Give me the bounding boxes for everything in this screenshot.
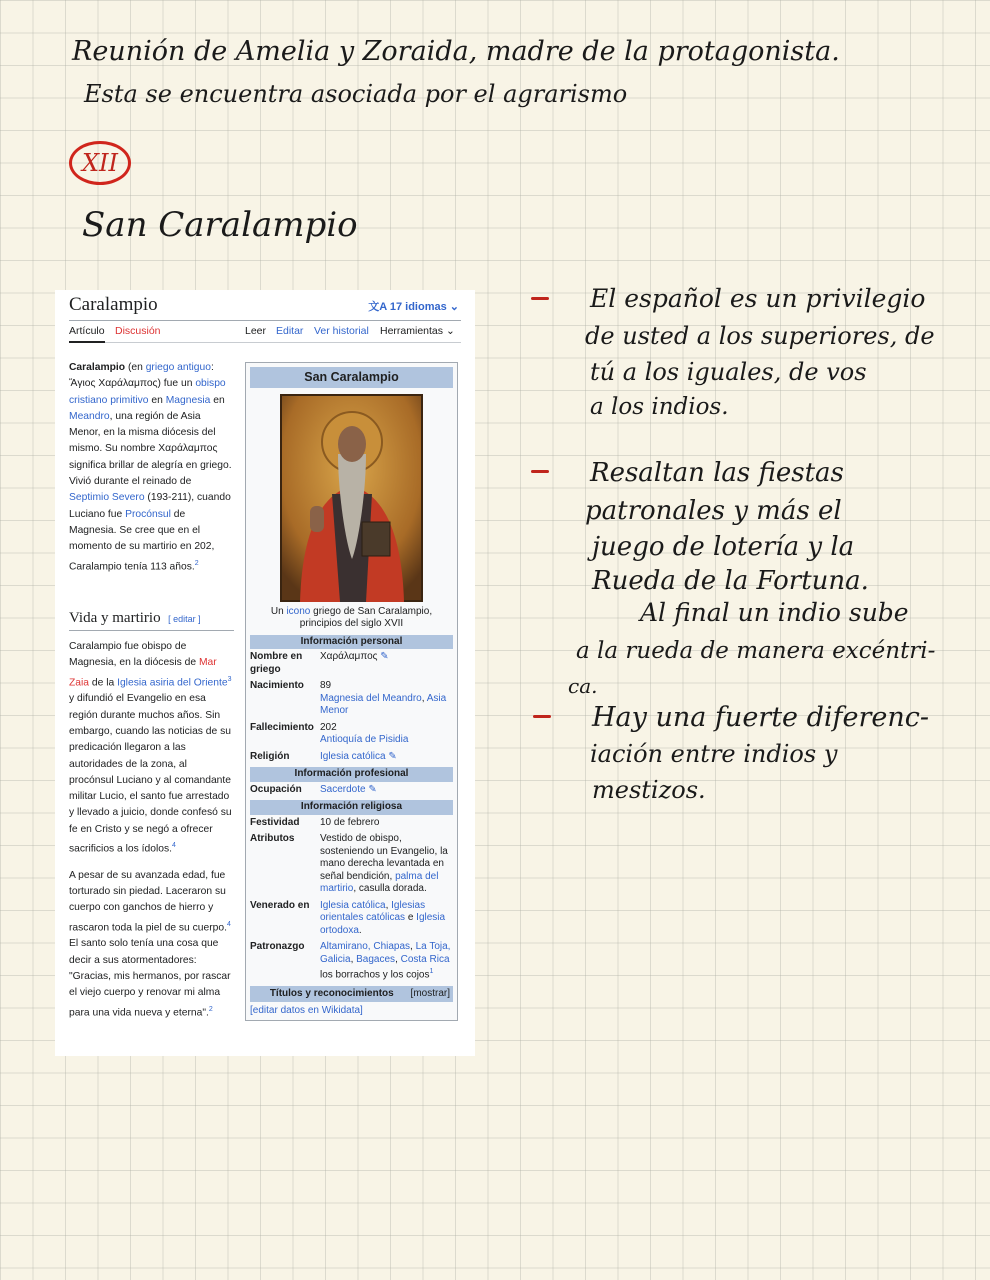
tab-read[interactable]: Leer (245, 325, 267, 337)
link-magnesia-meandro[interactable]: Magnesia del Meandro (320, 692, 422, 704)
translate-icon: 文A (368, 301, 390, 313)
titles-label: Títulos y reconocimientos (269, 987, 394, 999)
tab-tools[interactable] (380, 325, 455, 337)
note-bullet2-line7: ca. (568, 674, 598, 698)
note-bullet2-line6: a la rueda de manera excéntri- (576, 638, 936, 664)
link-iglesias-orientales[interactable]: Iglesias orientales católicas (320, 899, 426, 923)
link-costa-rica[interactable]: Costa Rica (400, 953, 450, 965)
row-key: Patronazgo (250, 941, 305, 952)
lead-text: de Magnesia. Se cree que en el momento de su martirio en 202, Caralampio tenía 113 años. (69, 508, 215, 572)
section-heading (69, 610, 234, 631)
row-venerated (250, 898, 453, 940)
row-key: Religión (250, 750, 290, 762)
active-tab-indicator (69, 341, 105, 343)
pencil-icon[interactable]: ✎ (380, 651, 389, 662)
body-text: de la (89, 677, 118, 689)
title-divider (69, 320, 461, 321)
separator: , (410, 941, 416, 952)
link-iglesia-asiria[interactable]: Iglesia asiria del Oriente (117, 677, 228, 689)
lead-paragraph (69, 360, 234, 575)
row-value (320, 900, 453, 938)
link-icono[interactable]: icono (286, 605, 311, 617)
separator: , (385, 899, 392, 911)
section-heading-text: Vida y martirio (69, 610, 161, 626)
separator: . (358, 924, 362, 936)
link-sacerdote[interactable]: Sacerdote (320, 783, 366, 795)
greek-name: Χαράλαμπος (320, 651, 378, 662)
infobox-title: San Caralampio (250, 367, 453, 388)
reference-link[interactable]: 2 (208, 1005, 213, 1013)
lead-text: (en (125, 362, 146, 373)
death-year: 202 (320, 721, 337, 733)
birth-year: 89 (320, 680, 332, 691)
body-text: El santo solo tenía una cosa que decir a sus atormentadores: "Gracias, mis hermanos, por rascar el viejo cuerpo y renovar mi alma para una vida nueva y eterna". (69, 938, 231, 1018)
link-obispo[interactable]: obispo cristiano primitivo (69, 378, 226, 406)
link-asia-menor[interactable]: Asia Menor (320, 692, 447, 716)
tab-edit[interactable]: Editar (276, 325, 304, 337)
row-key: Atributos (250, 833, 295, 844)
link-iglesia-catolica[interactable]: Iglesia católica (320, 899, 386, 911)
row-value (320, 941, 453, 982)
icon-painting[interactable] (280, 394, 423, 602)
row-key: Ocupación (250, 783, 302, 795)
image-caption (250, 606, 453, 631)
chevron-down-icon: ⌄ (446, 301, 459, 313)
body-text: y difundió el Evangelio en esa región durante muchos años. Sin embargo, cuando las noticias de su predicación llegaron a las autoridades de la zona, al procónsul Luciano y al comandante militar Lucio, el santo fue arrestado y llevado a juicio, donde confesó su fe en Cristo y se negó a ofrecer sacrificios a los ídolos. (69, 693, 232, 855)
tab-discussion[interactable]: Discusión (115, 325, 161, 337)
separator: , (350, 953, 357, 965)
separator: , (395, 953, 401, 965)
reference-link[interactable]: 3 (227, 675, 232, 683)
tab-article[interactable]: Artículo (69, 325, 105, 337)
section-religious: Información religiosa (250, 800, 453, 815)
link-septimio-severo[interactable]: Septimio Severo (69, 492, 145, 504)
row-name (250, 649, 453, 678)
link-griego-antiguo[interactable]: griego antiguo (145, 362, 211, 373)
note-bullet3-line3: mestizos. (592, 776, 706, 804)
link-la-toja[interactable]: La Toja, Galicia (320, 941, 451, 965)
chapter-label: XII (81, 149, 119, 177)
caption-text: griego de San Caralampio, principios del siglo XVII (299, 605, 433, 629)
pencil-icon[interactable]: ✎ (368, 783, 377, 795)
section-personal: Información personal (250, 635, 453, 650)
row-key: Nombre en griego (250, 651, 303, 675)
language-count: 17 idiomas (389, 301, 447, 313)
patronage-text: los borrachos y los cojos (320, 969, 430, 981)
lead-text: (193-211), cuando Luciano fue (69, 492, 231, 520)
row-feast (250, 815, 453, 832)
row-value (320, 722, 453, 747)
row-value (320, 833, 453, 896)
note-bullet2-line5: Al final un indio sube (640, 598, 909, 627)
show-toggle[interactable]: [mostrar] (410, 987, 450, 999)
saint-title: San Caralampio (82, 205, 358, 245)
attr-text: , casulla dorada. (353, 883, 427, 894)
row-value: 10 de febrero (320, 816, 380, 828)
paragraph (69, 868, 234, 1022)
row-patronage (250, 939, 453, 984)
infobox (245, 362, 458, 1021)
link-iglesia-ortodoxa[interactable]: Iglesia ortodoxa (320, 912, 446, 936)
wiki-screenshot (55, 290, 475, 1056)
row-value (320, 680, 453, 718)
wiki-tabs (69, 325, 461, 343)
row-value (320, 751, 453, 764)
link-mar-zaia[interactable]: Mar Zaia (69, 657, 217, 689)
link-proconsul[interactable]: Procónsul (125, 508, 171, 520)
chapter-circle (69, 141, 131, 185)
bullet-dash-3 (533, 715, 551, 718)
link-antioquia[interactable]: Antioquía de Pisidia (320, 734, 409, 745)
bullet-dash-2 (531, 470, 549, 473)
row-key: Festividad (250, 816, 300, 828)
note-bullet1-line4: a los indios. (590, 394, 729, 420)
lead-text: en (210, 394, 225, 406)
note-header-line-1: Reunión de Amelia y Zoraida, madre de la protagonista. (72, 36, 840, 67)
link-magnesia[interactable]: Magnesia (165, 394, 211, 406)
link-altamirano[interactable]: Altamirano, Chiapas (320, 941, 411, 952)
note-bullet2-line4: Rueda de la Fortuna. (592, 566, 869, 596)
note-bullet1-line3: tú a los iguales, de vos (590, 358, 867, 386)
tools-label: Herramientas (380, 325, 444, 337)
link-bagaces[interactable]: Bagaces (356, 953, 396, 965)
note-bullet2-line1: Resaltan las fiestas (590, 458, 844, 488)
row-death (250, 720, 453, 749)
bullet-dash-1 (531, 297, 549, 300)
lead-text: , una región de Asia Menor, en la misma diócesis del mismo. Su nombre Χαράλαμπος significa brillar de alegría en griego. Vivió durante el reinado de (69, 410, 232, 488)
link-palma[interactable]: palma del martirio (320, 870, 439, 894)
lead-text: : Ἅγιος Χαράλαμπος) fue un (69, 362, 214, 390)
row-key: Fallecimiento (250, 721, 314, 733)
chevron-down-icon: ⌄ (443, 325, 455, 337)
section-edit-link[interactable]: [ editar ] (168, 614, 201, 624)
section-professional: Información profesional (250, 767, 453, 782)
body-text: Caralampio fue obispo de Magnesia, en la diócesis de (69, 641, 199, 669)
row-value (320, 651, 453, 676)
pencil-icon[interactable]: ✎ (388, 750, 397, 762)
paragraph (69, 639, 234, 858)
row-birth (250, 678, 453, 720)
lead-bold-title: Caralampio (69, 362, 126, 373)
row-value (320, 784, 453, 797)
wikidata-edit-link[interactable]: [editar datos en Wikidata] (250, 1005, 363, 1017)
attr-text: Vestido de obispo, sosteniendo un Evangelio, la mano derecha levantada en señal bendición, (320, 833, 448, 882)
row-attributes (250, 831, 453, 898)
note-bullet2-line3: juego de lotería y la (592, 532, 855, 562)
section-body (69, 639, 234, 1031)
separator: , (421, 692, 427, 704)
row-key: Venerado en (250, 899, 310, 911)
separator: e (405, 912, 417, 923)
tabs-divider (69, 342, 461, 343)
note-header-line-2: Esta se encuentra asociada por el agrarismo (84, 80, 628, 108)
language-selector[interactable] (368, 298, 459, 314)
body-text: A pesar de su avanzada edad, fue torturado sin piedad. Laceraron su cuerpo con ganchos de hierro y rascaron toda la piel de su cuerpo. (69, 869, 227, 934)
lead-text: en (148, 394, 166, 406)
titles-section (250, 986, 453, 1003)
reference-link[interactable]: 2 (194, 559, 199, 567)
row-religion (250, 749, 453, 766)
row-occupation (250, 782, 453, 799)
reference-link[interactable]: 1 (429, 968, 434, 975)
row-key: Nacimiento (250, 680, 304, 691)
note-bullet1-line2: de usted a los superiores, de (585, 322, 935, 350)
tab-history[interactable]: Ver historial (314, 325, 369, 337)
reference-link[interactable]: 4 (226, 920, 231, 928)
reference-link[interactable]: 4 (172, 841, 176, 849)
link-meandro[interactable]: Meandro (69, 410, 110, 422)
wiki-article-title: Caralampio (69, 294, 158, 315)
note-bullet2-line2: patronales y más el (585, 496, 842, 526)
note-bullet1-line1: El español es un privilegio (590, 284, 926, 313)
note-bullet3-line2: iación entre indios y (590, 740, 838, 768)
caption-text: Un (270, 605, 287, 617)
note-bullet3-line1: Hay una fuerte diferenc- (592, 702, 930, 733)
link-iglesia-catolica[interactable]: Iglesia católica (320, 750, 386, 762)
